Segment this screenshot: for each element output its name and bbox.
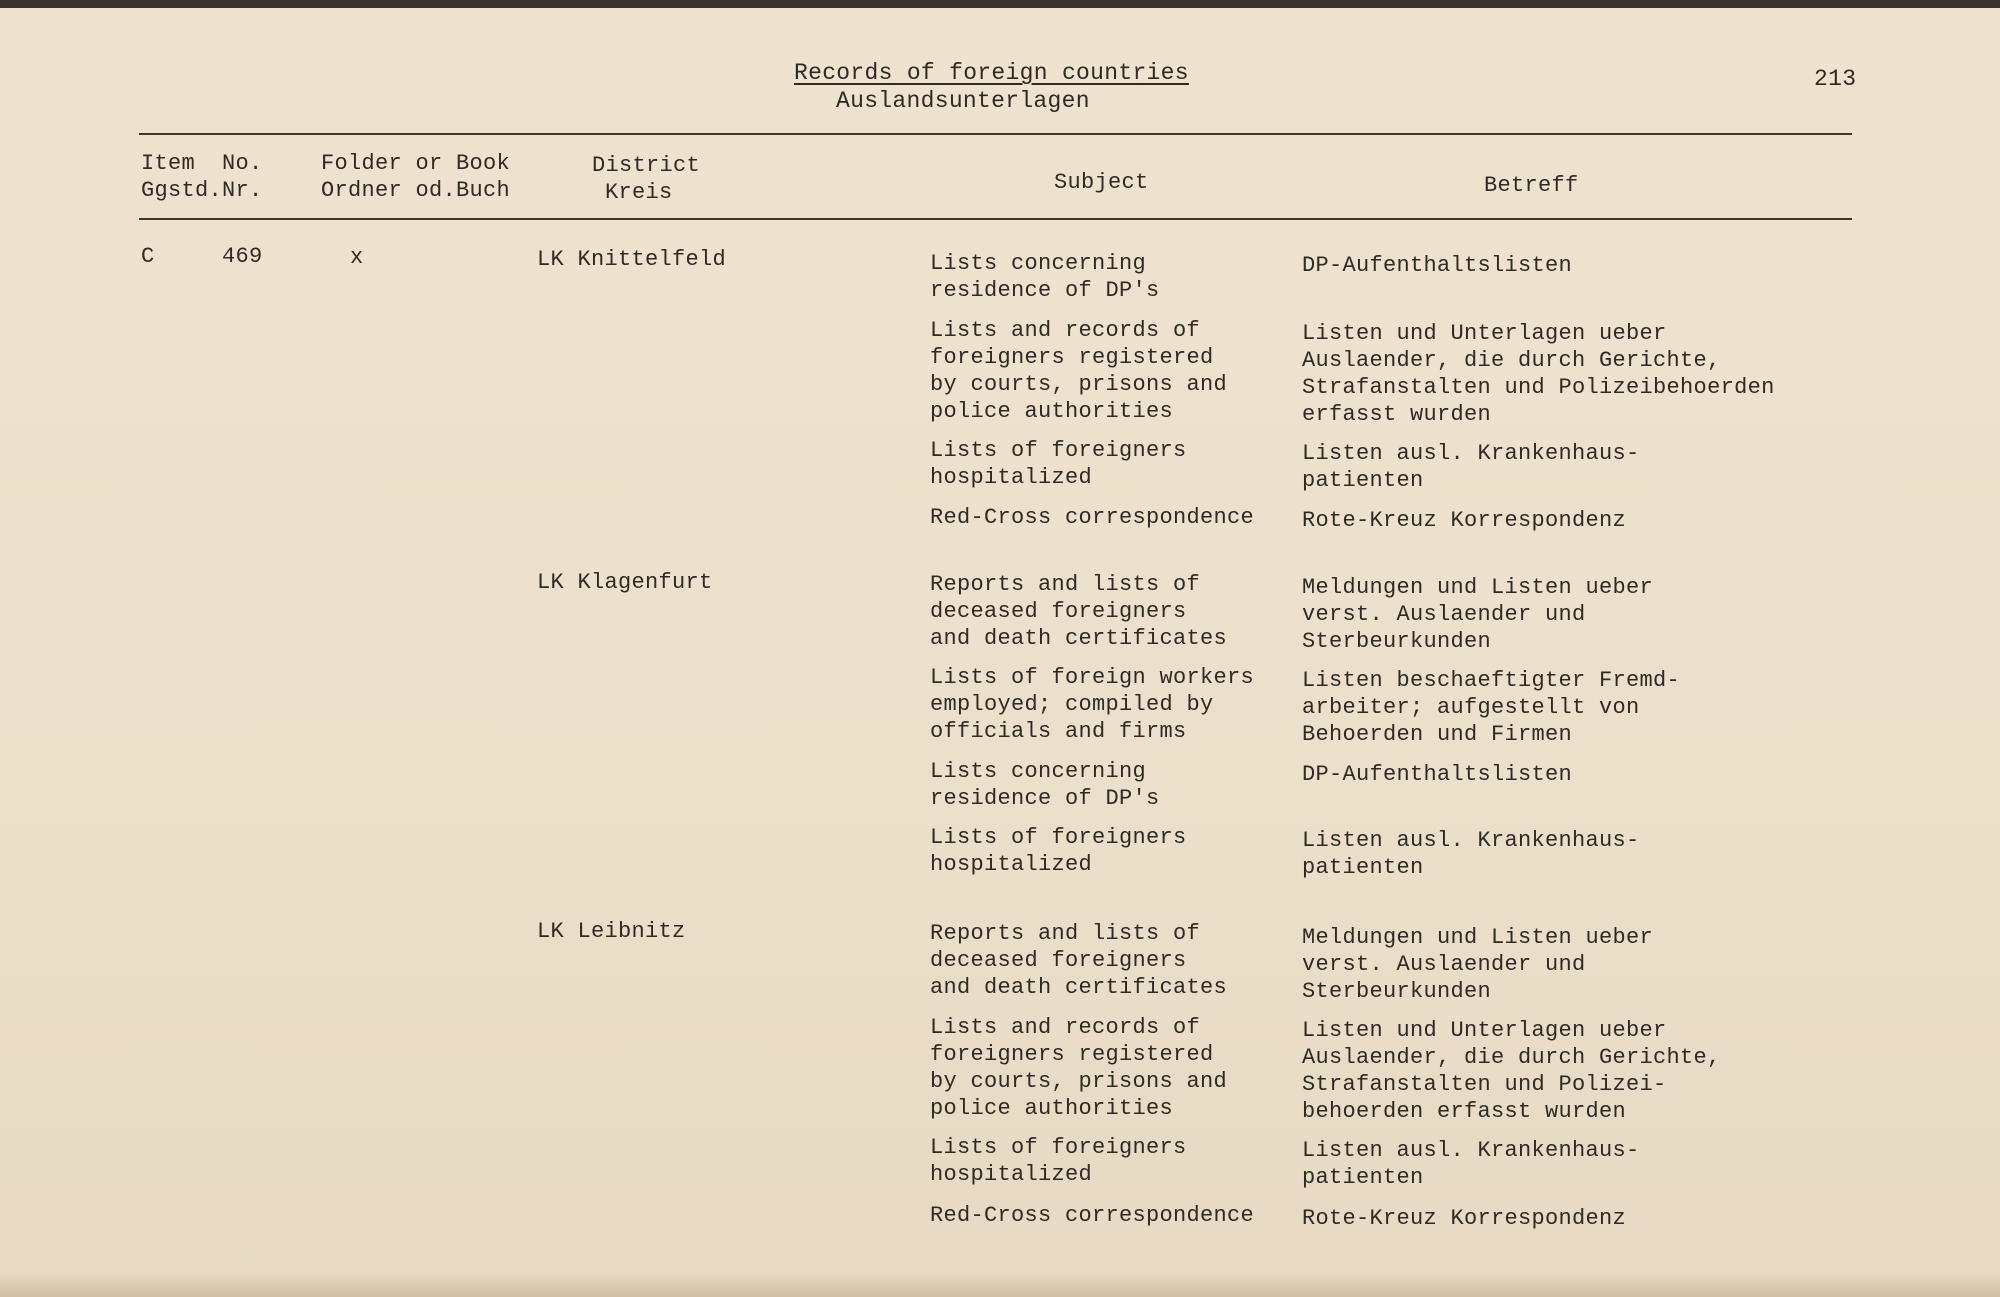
betreff-text: Meldungen und Listen ueber verst. Auslaender und Sterbeurkunden	[1302, 925, 1654, 1004]
betreff-text: Listen ausl. Krankenhaus- patienten	[1302, 1138, 1640, 1190]
subject-text: Reports and lists of deceased foreigners and death certificates	[930, 572, 1228, 651]
betreff-text: Listen beschaeftigter Fremd- arbeiter; aufgestellt von Behoerden und Firmen	[1302, 668, 1681, 747]
col-header-item: Item	[141, 151, 196, 176]
col-header-subject: Subject	[1054, 170, 1149, 195]
page-number: 213	[1814, 66, 1857, 92]
record-number: 469	[222, 244, 263, 269]
betreff-text: Listen ausl. Krankenhaus- patienten	[1302, 441, 1640, 493]
page-top-edge	[0, 0, 2000, 8]
subject-text: Lists of foreigners hospitalized	[930, 825, 1187, 877]
subject-text: Red-Cross correspondence	[930, 1203, 1255, 1228]
record-folder-mark: x	[350, 245, 364, 270]
page-bottom-edge	[0, 1273, 2000, 1297]
record-item: C	[141, 244, 155, 269]
subject-text: Lists of foreigners hospitalized	[930, 1135, 1187, 1187]
betreff-text: Listen und Unterlagen ueber Auslaender, die durch Gerichte, Strafanstalten und Polizei- behoerden erfasst wurden	[1302, 1018, 1721, 1124]
subject-text: Lists and records of foreigners registered by courts, prisons and police authorities	[930, 318, 1228, 424]
page-title: Records of foreign countries	[794, 60, 1189, 86]
betreff-text: Rote-Kreuz Korrespondenz	[1302, 508, 1627, 533]
subject-text: Lists and records of foreigners registered by courts, prisons and police authorities	[930, 1015, 1228, 1121]
col-header-folder: Folder or Book	[321, 151, 511, 176]
col-header-folder-de: Ordner od.Buch	[321, 178, 511, 203]
betreff-text: Meldungen und Listen ueber verst. Auslaender und Sterbeurkunden	[1302, 575, 1654, 654]
header-top-rule	[139, 133, 1852, 135]
betreff-text: DP-Aufenthaltslisten	[1302, 253, 1573, 278]
subject-text: Lists concerning residence of DP's	[930, 759, 1160, 811]
subject-text: Lists concerning residence of DP's	[930, 251, 1160, 303]
subject-text: Lists of foreigners hospitalized	[930, 438, 1187, 490]
district-name: LK Knittelfeld	[537, 247, 727, 272]
col-header-item-de: Ggstd.Nr.	[141, 178, 263, 203]
page-subtitle: Auslandsunterlagen	[836, 88, 1090, 114]
betreff-text: Listen und Unterlagen ueber Auslaender, die durch Gerichte, Strafanstalten und Polizeibehoerden erfasst wurden	[1302, 321, 1775, 427]
betreff-text: Rote-Kreuz Korrespondenz	[1302, 1206, 1627, 1231]
subject-text: Reports and lists of deceased foreigners and death certificates	[930, 921, 1228, 1000]
betreff-text: Listen ausl. Krankenhaus- patienten	[1302, 828, 1640, 880]
betreff-text: DP-Aufenthaltslisten	[1302, 762, 1573, 787]
district-name: LK Klagenfurt	[537, 570, 713, 595]
col-header-district: District	[592, 153, 701, 178]
subject-text: Red-Cross correspondence	[930, 505, 1255, 530]
subject-text: Lists of foreign workers employed; compiled by officials and firms	[930, 665, 1255, 744]
district-name: LK Leibnitz	[537, 919, 686, 944]
col-header-betreff: Betreff	[1484, 173, 1579, 198]
col-header-district-de: Kreis	[605, 180, 673, 205]
col-header-no: No.	[222, 151, 263, 176]
header-bottom-rule	[139, 218, 1852, 220]
